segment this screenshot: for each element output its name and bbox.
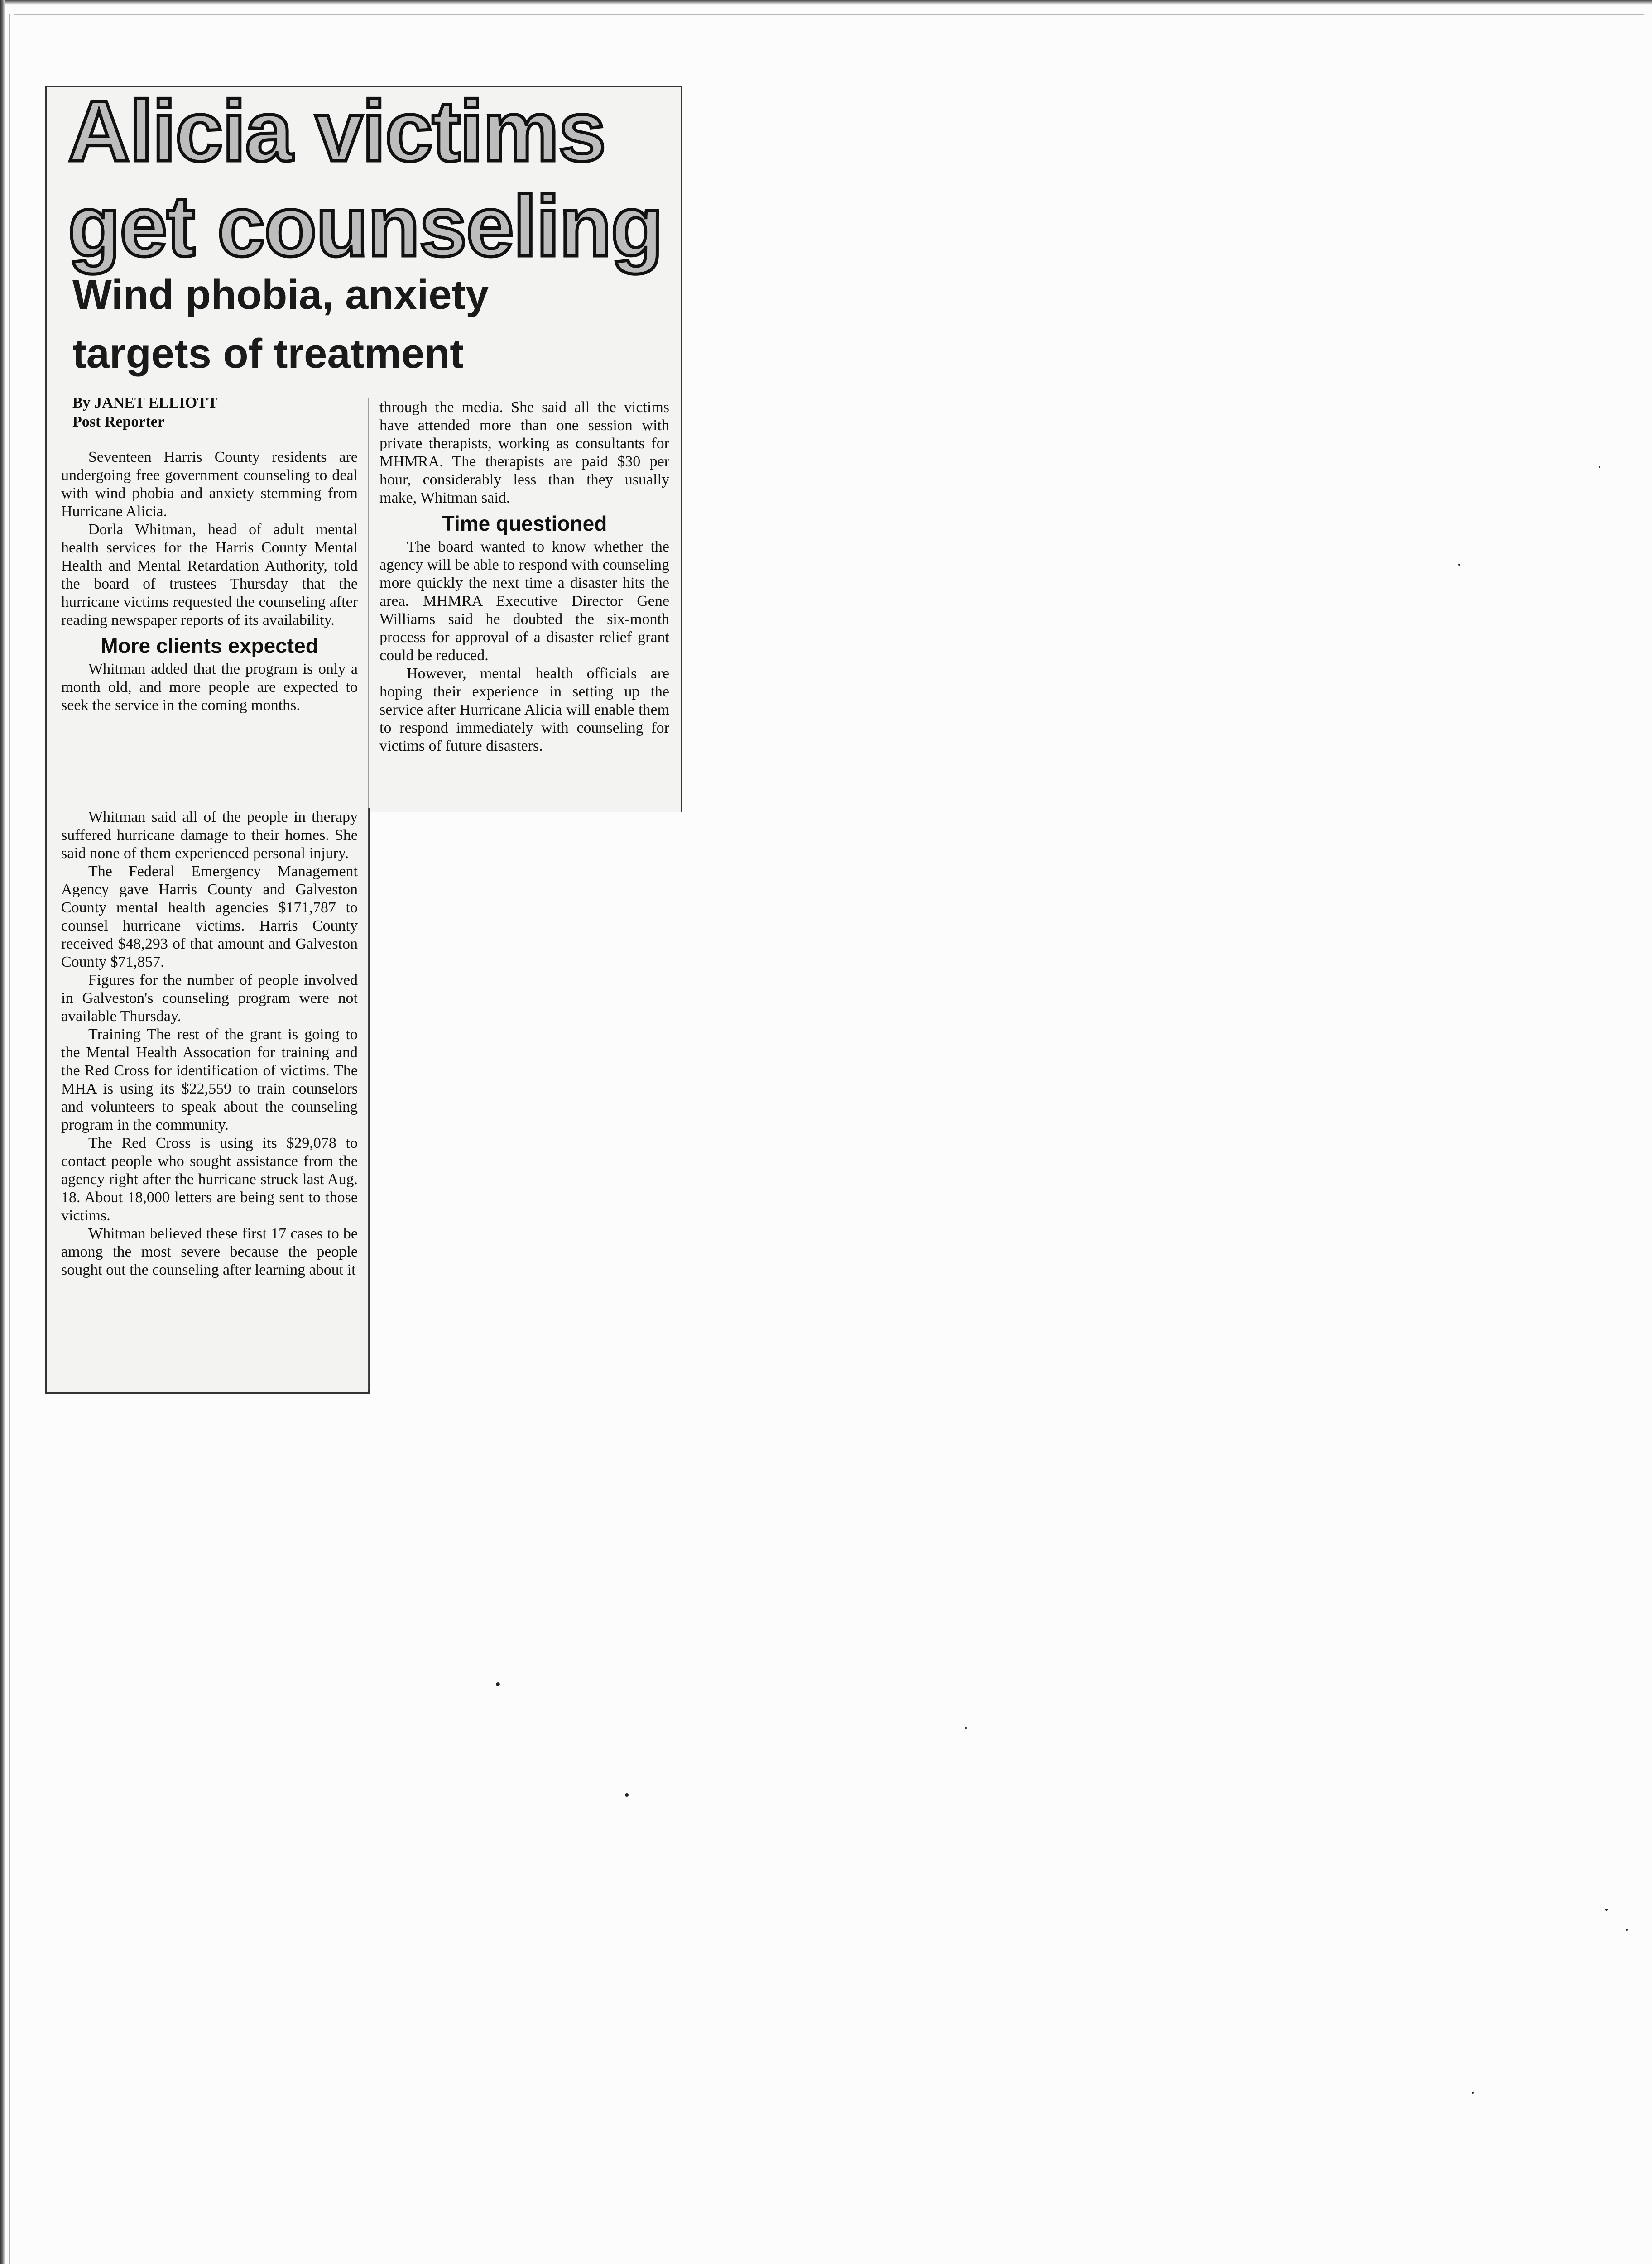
paragraph: Whitman added that the program is only a month old, and more people are expected to seek the service in the coming months. [61, 661, 358, 714]
paragraph: through the media. She said all the victims have attended more than one session with private therapists, working as consultants for MHMRA. The therapists are paid $30 per hour, considerably less than they usually make, Whitman said. [379, 399, 669, 506]
subheadline-line-2: targets of treatment [72, 331, 464, 377]
paragraph: The Federal Emergency Management Agency gave Harris County and Galveston County mental health agencies $171,787 to counsel hurricane victims. Harris County received $48,293 of that amount and Galveston County $71,857. [61, 863, 358, 970]
headline-line-1: Alicia victims [68, 83, 605, 179]
column-rule [368, 398, 369, 1390]
byline-name: By JANET ELLIOTT [72, 394, 218, 411]
paragraph: Seventeen Harris County residents are undergoing free government counseling to deal with wind phobia and anxiety stemming from Hurricane Alicia. [61, 449, 358, 520]
paragraph: Figures for the number of people involved in Galveston's counseling program were not available Thursday. [61, 972, 358, 1025]
section-subhead: More clients expected [101, 634, 318, 657]
paragraph: Dorla Whitman, head of adult mental health services for the Harris County Mental Health and Mental Retardation Authority, told the board of trustees Thursday that the hurricane victims requested the counseling after reading newspaper reports of its availability. [61, 521, 358, 628]
byline-title: Post Reporter [72, 413, 164, 430]
subheadline-line-1: Wind phobia, anxiety [72, 272, 489, 318]
paragraph: However, mental health officials are hoping their experience in setting up the service after Hurricane Alicia will enable them to respond immediately with counseling for victims of future disasters. [379, 665, 669, 754]
headline-line-2: get counseling [68, 178, 663, 274]
paragraph: Whitman said all of the people in therapy suffered hurricane damage to their homes. She said none of them experienced personal injury. [61, 809, 358, 862]
paragraph: Training The rest of the grant is going to the Mental Health Assocation for training and the Red Cross for identification of victims. The MHA is using its $22,559 to train counselors and volunteers to speak about the counseling program in the community. [61, 1026, 358, 1133]
paragraph: The Red Cross is using its $29,078 to contact people who sought assistance from the agency right after the hurricane struck last Aug. 18. About 18,000 letters are being sent to those victims. [61, 1135, 358, 1224]
article-column-2 [379, 398, 669, 755]
paragraph: The board wanted to know whether the agency will be able to respond with counseling more quickly the next time a disaster hits the area. MHMRA Executive Director Gene Williams said he doubted the six-month process for approval of a disaster relief grant could be reduced. [379, 538, 669, 664]
section-subhead: Time questioned [442, 512, 607, 535]
article-column-1 [61, 448, 358, 715]
paragraph: Whitman believed these first 17 cases to be among the most severe because the people sought out the counseling after learning about it [61, 1225, 358, 1278]
article-column-1-continued [61, 808, 358, 1279]
